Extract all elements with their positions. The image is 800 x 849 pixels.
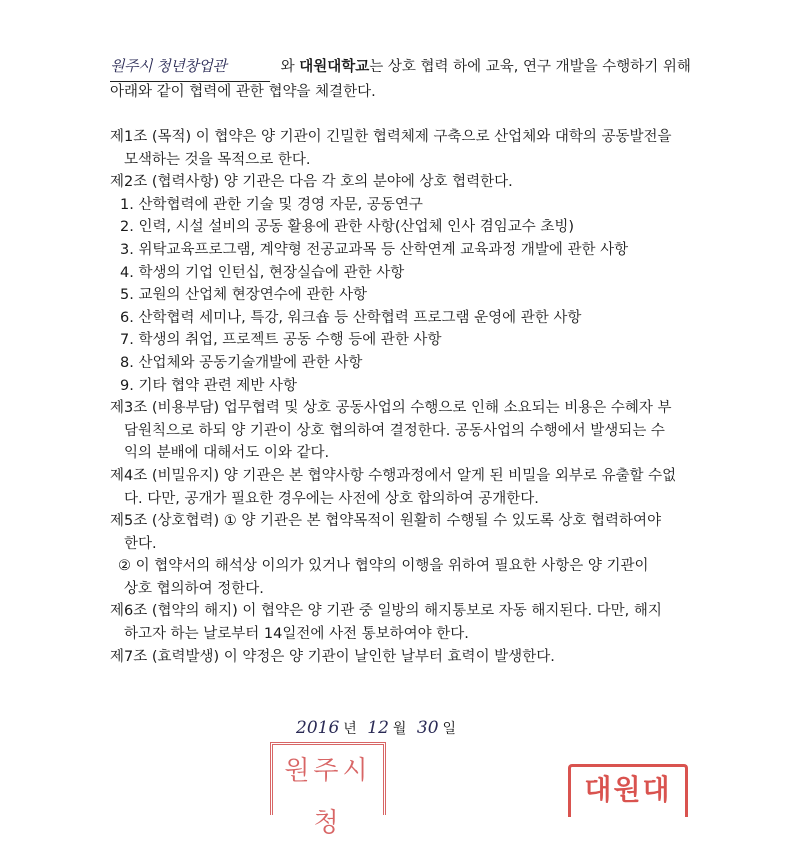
date-year-unit: 년 — [343, 721, 357, 737]
date-month: 12 — [367, 718, 389, 738]
article-5-line-2: 한다. — [124, 535, 157, 552]
articles-section — [110, 126, 710, 668]
article-3-line-3: 익의 분배에 대해서도 이와 같다. — [124, 445, 330, 462]
list-item: 8. 산업체와 공동기술개발에 관한 사항 — [120, 354, 363, 371]
list-item: 6. 산학협력 세미나, 특강, 워크숍 등 산학협력 프로그램 운영에 관한 사항 — [120, 309, 582, 326]
article-6-line-2: 하고자 하는 날로부터 14일전에 사전 통보하여야 한다. — [124, 626, 469, 643]
list-item: 5. 교원의 산업체 현장연수에 관한 사항 — [120, 287, 367, 304]
article-6-line-1: 제6조 (협약의 해지) 이 협약은 양 기관 중 일방의 해지통보로 자동 해지된다. 다만, 해지 — [110, 603, 662, 620]
list-item: 3. 위탁교육프로그램, 계약형 전공교과목 등 산학연계 교육과정 개발에 관한 사항 — [120, 241, 629, 258]
article-3-line-1: 제3조 (비용부담) 업무협력 및 상호 공동사업의 수행으로 인해 소요되는 비용은 수혜자 부 — [110, 400, 672, 417]
university-seal-stamp: 대원대 — [568, 764, 688, 817]
list-item: 2. 인력, 시설 설비의 공동 활용에 관한 사항(산업체 인사 겸임교수 초빙) — [120, 219, 575, 236]
date-year: 2016 — [296, 718, 340, 738]
date-month-unit: 월 — [392, 721, 407, 737]
university-name: 대원대학교 — [299, 59, 370, 75]
date-day-unit: 일 — [442, 721, 457, 737]
article-5-line-4: 상호 협의하여 정한다. — [124, 580, 264, 597]
article-4-line-1: 제4조 (비밀유지) 양 기관은 본 협약사항 수행과정에서 알게 된 비밀을 외부로 유출할 수없 — [110, 467, 677, 484]
intro-connector: 와 — [280, 59, 295, 75]
list-item: 4. 학생의 기업 인턴십, 현장실습에 관한 사항 — [120, 264, 405, 281]
date-day: 30 — [416, 718, 439, 738]
article-4-line-2: 다. 다만, 공개가 필요한 경우에는 사전에 상호 합의하여 공개한다. — [124, 490, 539, 507]
article-1-line-2: 모색하는 것을 목적으로 한다. — [124, 151, 311, 168]
article-3-line-2: 담원칙으로 하되 양 기관이 상호 협의하여 결정한다. 공동사업의 수행에서 발생되는 수 — [124, 422, 665, 439]
list-item: 7. 학생의 취업, 프로젝트 공동 수행 등에 관한 사항 — [120, 332, 442, 349]
article-5-line-3: ② 이 협약서의 해석상 이의가 있거나 협약의 이행을 위하여 필요한 사항은 양 기관이 — [118, 558, 649, 575]
list-item: 1. 산학협력에 관한 기술 및 경영 자문, 공동연구 — [120, 196, 423, 213]
list-item: 9. 기타 협약 관련 제반 사항 — [120, 377, 297, 394]
partner-seal-stamp: 원주시청 — [270, 742, 386, 815]
article-7-line-1: 제7조 (효력발생) 이 약정은 양 기관이 날인한 날부터 효력이 발생한다. — [110, 648, 555, 665]
article-2-items — [110, 194, 710, 397]
intro-paragraph — [110, 52, 710, 110]
signing-date — [296, 718, 462, 738]
article-1-line-1: 제1조 (목적) 이 협약은 양 기관이 긴밀한 협력체제 구축으로 산업체와 대학의 공동발전을 — [110, 129, 672, 145]
article-2-line-1: 제2조 (협력사항) 양 기관은 다음 각 호의 분야에 상호 협력한다. — [110, 174, 513, 191]
partner-name-handwritten: 원주시 청년창업관 — [110, 52, 270, 82]
intro-line1-rest: 는 상호 협력 하에 교육, 연구 개발을 수행하기 위해 — [369, 59, 691, 75]
intro-line2: 아래와 같이 협력에 관한 협약을 체결한다. — [110, 84, 376, 100]
article-5-line-1: 제5조 (상호협력) ① 양 기관은 본 협약목적이 원활히 수행될 수 있도록 상호 협력하여야 — [110, 513, 662, 530]
